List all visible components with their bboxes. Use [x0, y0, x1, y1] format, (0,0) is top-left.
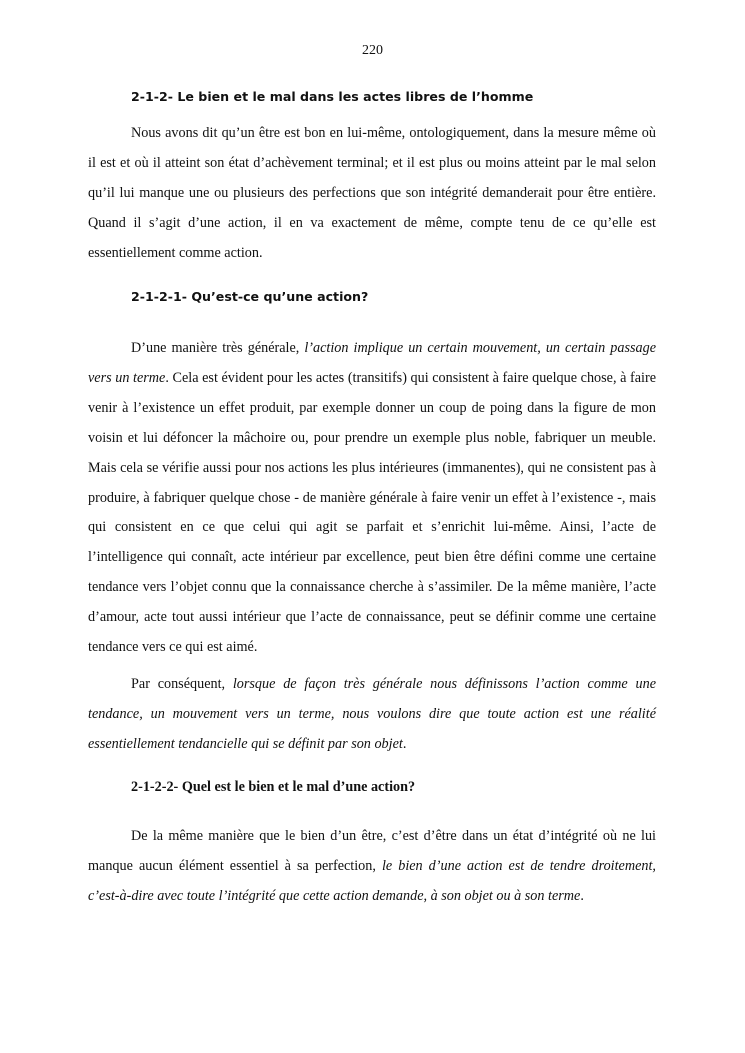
paragraph-text: . Cela est évident pour les actes (transitifs) qui consistent à faire quelque chose, à faire venir à l’existence un effet produit, par exemple donner un coup de poing dans la figure de mon voisin et lui défoncer la mâchoire ou, pour prendre un exemple plus noble, fabriquer un meuble. Mais cela se vérifie aussi pour nos actions les plus intérieures (immanentes), qui ne consistent pas à produire, à fabriquer quelque chose - de manière générale à faire venir un effet à l’existence -, mais qui consistent en ce que celui qui agit se parfait et s’enrichit lui-même. Ainsi, l’acte de l’intelligence qui connaît, acte intérieur par excellence, peut bien être défini comme une certaine tendance vers l’objet connu que la connaissance cherche à s’assimiler. De la même manière, l’acte d’amour, acte tout aussi intérieur que l’acte de connaissance, peut se définir comme une certaine tendance vers ce qui est aimé.	[88, 369, 656, 656]
paragraph-intro: Nous avons dit qu’un être est bon en lui-même, ontologiquement, dans la mesure même où il est et où il atteint son état d’achèvement terminal; et il est plus ou moins atteint par le mal selon qu’il lui manque une ou plusieurs des perfections que son intégrité demanderait pour être entière. Quand il s’agit d’une action, il en va exactement de même, compte tenu de ce qu’elle est essentiellement comme action.	[88, 125, 656, 261]
italic-emphasis: l’action implique un certain mouvement, un certain passage vers un terme	[88, 340, 656, 386]
paragraph-consequence	[88, 670, 656, 760]
paragraph-text: D’une manière très générale,	[131, 340, 305, 356]
page-number: 220	[362, 43, 383, 58]
italic-emphasis: lorsque de façon très générale nous définissons l’action comme une tendance, un mouvement vers un terme, nous voulons dire que toute action est une réalité essentiellement tendancielle qui se définit par son objet	[88, 676, 656, 752]
paragraph-text: .	[580, 887, 584, 904]
paragraph-text: De la même manière que le bien d’un être, c’est d’être dans un état d’intégrité où ne lui manque aucun élément essentiel à sa perfection,	[88, 828, 656, 874]
section-heading-2-1-2-2: 2-1-2-2- Quel est le bien et le mal d’une action?	[131, 779, 416, 795]
section-heading-2-1-2-1: 2-1-2-1- Qu’est-ce qu’une action?	[131, 289, 369, 304]
paragraph-good-of-action	[88, 822, 656, 912]
section-heading-2-1-2: 2-1-2- Le bien et le mal dans les actes libres de l’homme	[131, 89, 534, 104]
paragraph-action-definition	[88, 334, 656, 663]
paragraph-text: .	[402, 735, 407, 752]
paragraph-text: Par conséquent,	[131, 676, 233, 692]
italic-emphasis: le bien d’une action est de tendre droitement, c’est-à-dire avec toute l’intégrité que cette action demande, à son objet ou à son terme	[88, 857, 656, 904]
